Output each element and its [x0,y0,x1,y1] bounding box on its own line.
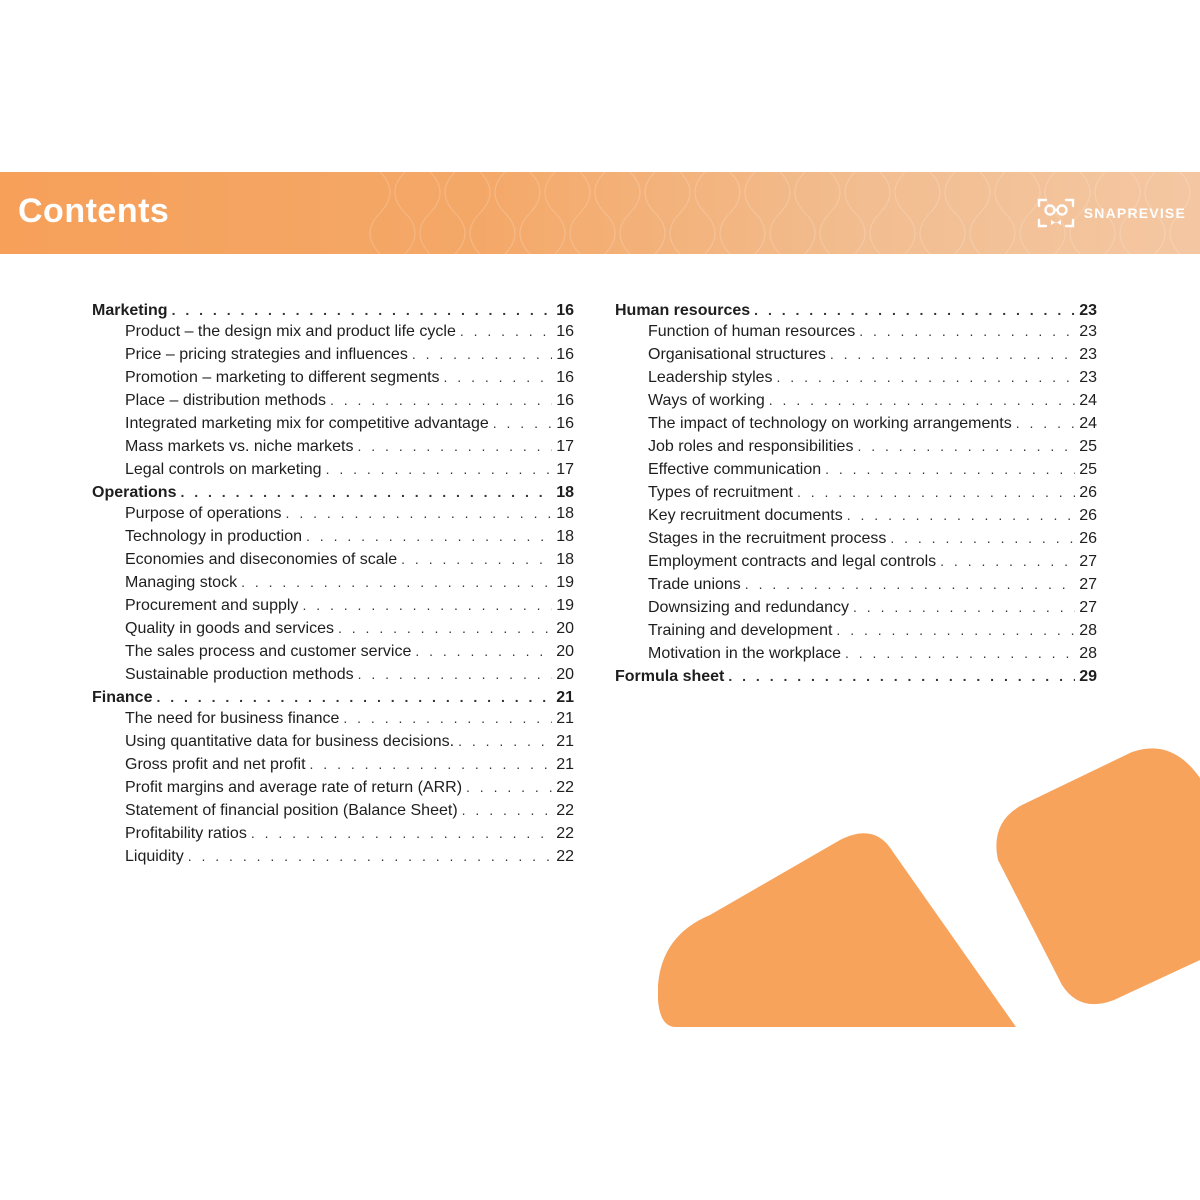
toc-entry-label: Purpose of operations [125,505,282,522]
toc-entry-label: The sales process and customer service [125,643,412,660]
toc-page-number: 27 [1079,553,1097,570]
toc-page-number: 16 [556,302,574,319]
toc-entry-label: Motivation in the workplace [648,645,841,662]
toc-entry-label: Profit margins and average rate of return (ARR) [125,779,463,796]
toc-page-number: 23 [1079,369,1097,386]
toc-page-number: 27 [1079,599,1097,616]
toc-entry-label: Training and development [648,622,833,639]
toc-entry-label: Promotion – marketing to different segments [125,369,440,386]
toc-page-number: 21 [556,689,574,706]
toc-page-number: 17 [556,438,574,455]
toc-entry-label: Trade unions [648,576,741,593]
toc-entry-label: Managing stock [125,574,238,591]
toc-page-number: 16 [556,392,574,409]
toc-page-number: 16 [556,323,574,340]
toc-entry-label: Technology in production [125,528,303,545]
toc-entry-label: Place – distribution methods [125,392,326,409]
toc-page-number: 20 [556,620,574,637]
toc-section-label: Marketing [92,302,168,319]
toc-entry-label: Legal controls on marketing [125,461,322,478]
orange-shape-left [658,833,1016,1027]
toc-page-number: 23 [1079,346,1097,363]
toc-entry-label: Key recruitment documents [648,507,843,524]
toc-entry-label: Employment contracts and legal controls [648,553,937,570]
toc-page-number: 22 [556,779,574,796]
toc-entry-label: Downsizing and redundancy [648,599,850,616]
toc-page-number: 23 [1079,302,1097,319]
toc-page-number: 18 [556,484,574,501]
toc-page-number: 21 [556,710,574,727]
toc-page-number: 28 [1079,645,1097,662]
toc-page-number: 16 [556,346,574,363]
toc-entry-label: The need for business finance [125,710,340,727]
toc-page-number: 27 [1079,576,1097,593]
toc-page-number: 22 [556,848,574,865]
toc-page-number: 26 [1079,507,1097,524]
toc-page-number: 23 [1079,323,1097,340]
toc-page-number: 26 [1079,484,1097,501]
toc-page-number: 24 [1079,415,1097,432]
page-title: Contents [18,192,170,230]
toc-page-number: 22 [556,802,574,819]
toc-page-number: 26 [1079,530,1097,547]
toc-entry-label: Economies and diseconomies of scale [125,551,398,568]
toc-entry-label: Types of recruitment [648,484,793,501]
toc-page-number: 19 [556,574,574,591]
toc-page-number: 16 [556,415,574,432]
toc-page-number: 28 [1079,622,1097,639]
toc-page-number: 18 [556,505,574,522]
toc-page-number: 25 [1079,461,1097,478]
toc-section-label: Formula sheet [615,668,725,685]
toc-entry-label: Stages in the recruitment process [648,530,887,547]
toc-entry-label: Organisational structures [648,346,826,363]
toc-entry-label: Liquidity [125,848,184,865]
toc-page-number: 29 [1079,668,1097,685]
toc-entry-label: Product – the design mix and product life cycle [125,323,456,340]
brand-name: SNAPREVISE [1083,205,1186,221]
toc-page-number: 18 [556,528,574,545]
toc-page-number: 25 [1079,438,1097,455]
toc-entry-label: Function of human resources [648,323,856,340]
toc-entry-label: Effective communication [648,461,822,478]
toc-section-label: Operations [92,484,177,501]
toc-page-number: 20 [556,666,574,683]
toc-entry-label: Gross profit and net profit [125,756,306,773]
toc-entry-label: The impact of technology on working arrangements [648,415,1012,432]
toc-section-label: Finance [92,689,153,706]
toc-entry-label: Sustainable production methods [125,666,354,683]
toc-entry-label: Ways of working [648,392,765,409]
toc-page-number: 22 [556,825,574,842]
toc-entry-label: Statement of financial position (Balance Sheet) [125,802,458,819]
toc-page-number: 21 [556,756,574,773]
toc-entry-label: Procurement and supply [125,597,299,614]
toc-page-number: 18 [556,551,574,568]
toc-entry-label: Profitability ratios [125,825,247,842]
toc-entry-label: Price – pricing strategies and influences [125,346,408,363]
toc-entry-label: Leadership styles [648,369,773,386]
toc-entry-label: Integrated marketing mix for competitive advantage [125,415,489,432]
toc-entry-label: Using quantitative data for business decisions. [125,733,455,750]
toc-entry-label: Mass markets vs. niche markets [125,438,354,455]
orange-shape-right [996,748,1200,1004]
toc-page-number: 21 [556,733,574,750]
toc-page-number: 16 [556,369,574,386]
toc-page-number: 20 [556,643,574,660]
toc-page-number: 17 [556,461,574,478]
toc-entry-label: Job roles and responsibilities [648,438,854,455]
toc-section-label: Human resources [615,302,751,319]
toc-entry-label: Quality in goods and services [125,620,334,637]
toc-page-number: 24 [1079,392,1097,409]
toc-page-number: 19 [556,597,574,614]
